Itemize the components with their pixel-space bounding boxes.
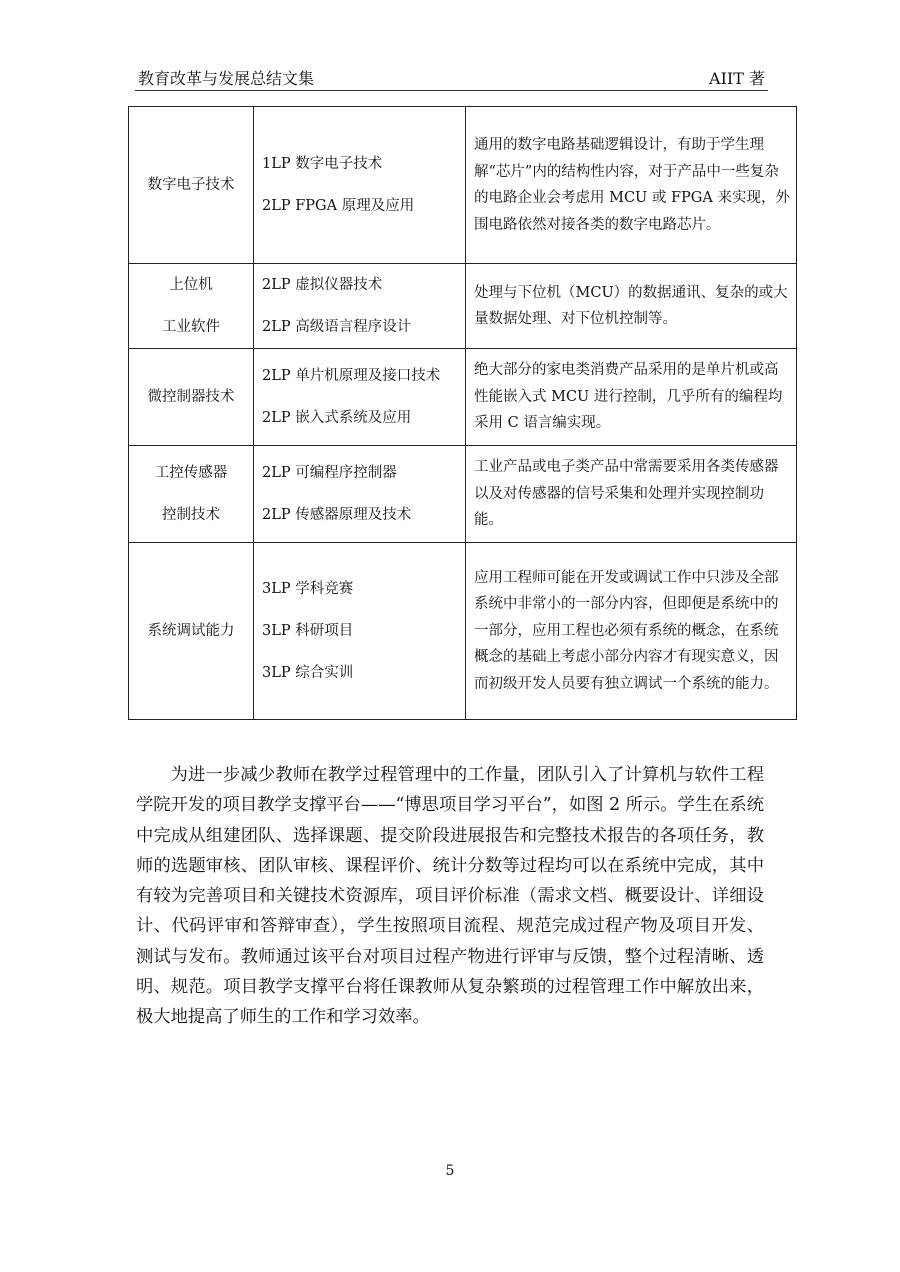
courses-cell (254, 107, 466, 264)
table-row (129, 264, 797, 349)
page-number: 5 (445, 1163, 455, 1179)
category-text: 控制技术 (162, 507, 220, 523)
category-cell (129, 264, 254, 349)
courses-cell (254, 349, 466, 446)
courses-cell (254, 446, 466, 543)
category-cell (129, 446, 254, 543)
course-item: 2LP 单片机原理及接口技术 (262, 368, 441, 384)
course-item: 2LP 传感器原理及技术 (262, 507, 412, 523)
description-cell: 处理与下位机（MCU）的数据通讯、复杂的或大量数据处理、对下位机控制等。 (466, 264, 797, 349)
category-text: 微控制器技术 (147, 389, 235, 405)
course-item: 2LP 虚拟仪器技术 (262, 277, 383, 293)
page-header (135, 64, 768, 91)
category-cell (129, 107, 254, 264)
category-text: 数字电子技术 (147, 177, 235, 193)
category-text: 上位机 (169, 277, 213, 293)
category-cell (129, 349, 254, 446)
description-cell: 应用工程师可能在开发或调试工作中只涉及全部系统中非常小的一部分内容，但即便是系统中的一部分，应用工程也必须有系统的概念，在系统概念的基础上考虑小部分内容才有现实意义，因而初级开发人员要有独立调试一个系统的能力。 (466, 543, 797, 720)
category-cell (129, 543, 254, 720)
course-item: 1LP 数字电子技术 (262, 156, 383, 172)
table-row (129, 446, 797, 543)
course-item: 2LP 可编程序控制器 (262, 465, 397, 481)
course-item: 3LP 综合实训 (262, 665, 354, 681)
course-item: 2LP 高级语言程序设计 (262, 319, 412, 335)
description-cell: 通用的数字电路基础逻辑设计，有助于学生理解“芯片”内的结构性内容，对于产品中一些复杂的电路企业会考虑用 MCU 或 FPGA 来实现，外围电路依然对接各类的数字电路芯片。 (466, 107, 797, 264)
description-cell: 工业产品或电子类产品中常需要采用各类传感器以及对传感器的信号采集和处理并实现控制功能。 (466, 446, 797, 543)
table-row (129, 349, 797, 446)
courses-cell (254, 264, 466, 349)
course-item: 2LP FPGA 原理及应用 (262, 198, 415, 214)
header-title: 教育改革与发展总结文集 (138, 69, 315, 88)
body-paragraph: 为进一步减少教师在教学过程管理中的工作量，团队引入了计算机与软件工程学院开发的项目教学支撑平台——“博思项目学习平台”，如图 2 所示。学生在系统中完成从组建团队、选择课题、提交阶段进展报告和完整技术报告的各项任务，教师的选题审核、团队审核、课程评价、统计分数等过程均可以在系统中完成，其中有较为完善项目和关键技术资源库，项目评价标准（需求文档、概要设计、详细设计、代码评审和答辩审查），学生按照项目流程、规范完成过程产物及项目开发、测试与发布。教师通过该平台对项目过程产物进行评审与反馈，整个过程清晰、透明、规范。项目教学支撑平台将任课教师从复杂繁琐的过程管理工作中解放出来，极大地提高了师生的工作和学习效率。 (136, 765, 764, 1028)
course-table (128, 106, 797, 720)
course-item: 3LP 科研项目 (262, 623, 354, 639)
header-author: AIIT 著 (709, 69, 765, 88)
category-text: 工业软件 (162, 319, 220, 335)
description-cell: 绝大部分的家电类消费产品采用的是单片机或高性能嵌入式 MCU 进行控制，几乎所有的编程均采用 C 语言编实现。 (466, 349, 797, 446)
course-item: 2LP 嵌入式系统及应用 (262, 410, 412, 426)
course-item: 3LP 学科竞赛 (262, 581, 354, 597)
table-row (129, 107, 797, 264)
courses-cell (254, 543, 466, 720)
table-row (129, 543, 797, 720)
category-text: 工控传感器 (154, 465, 228, 481)
category-text: 系统调试能力 (147, 623, 235, 639)
